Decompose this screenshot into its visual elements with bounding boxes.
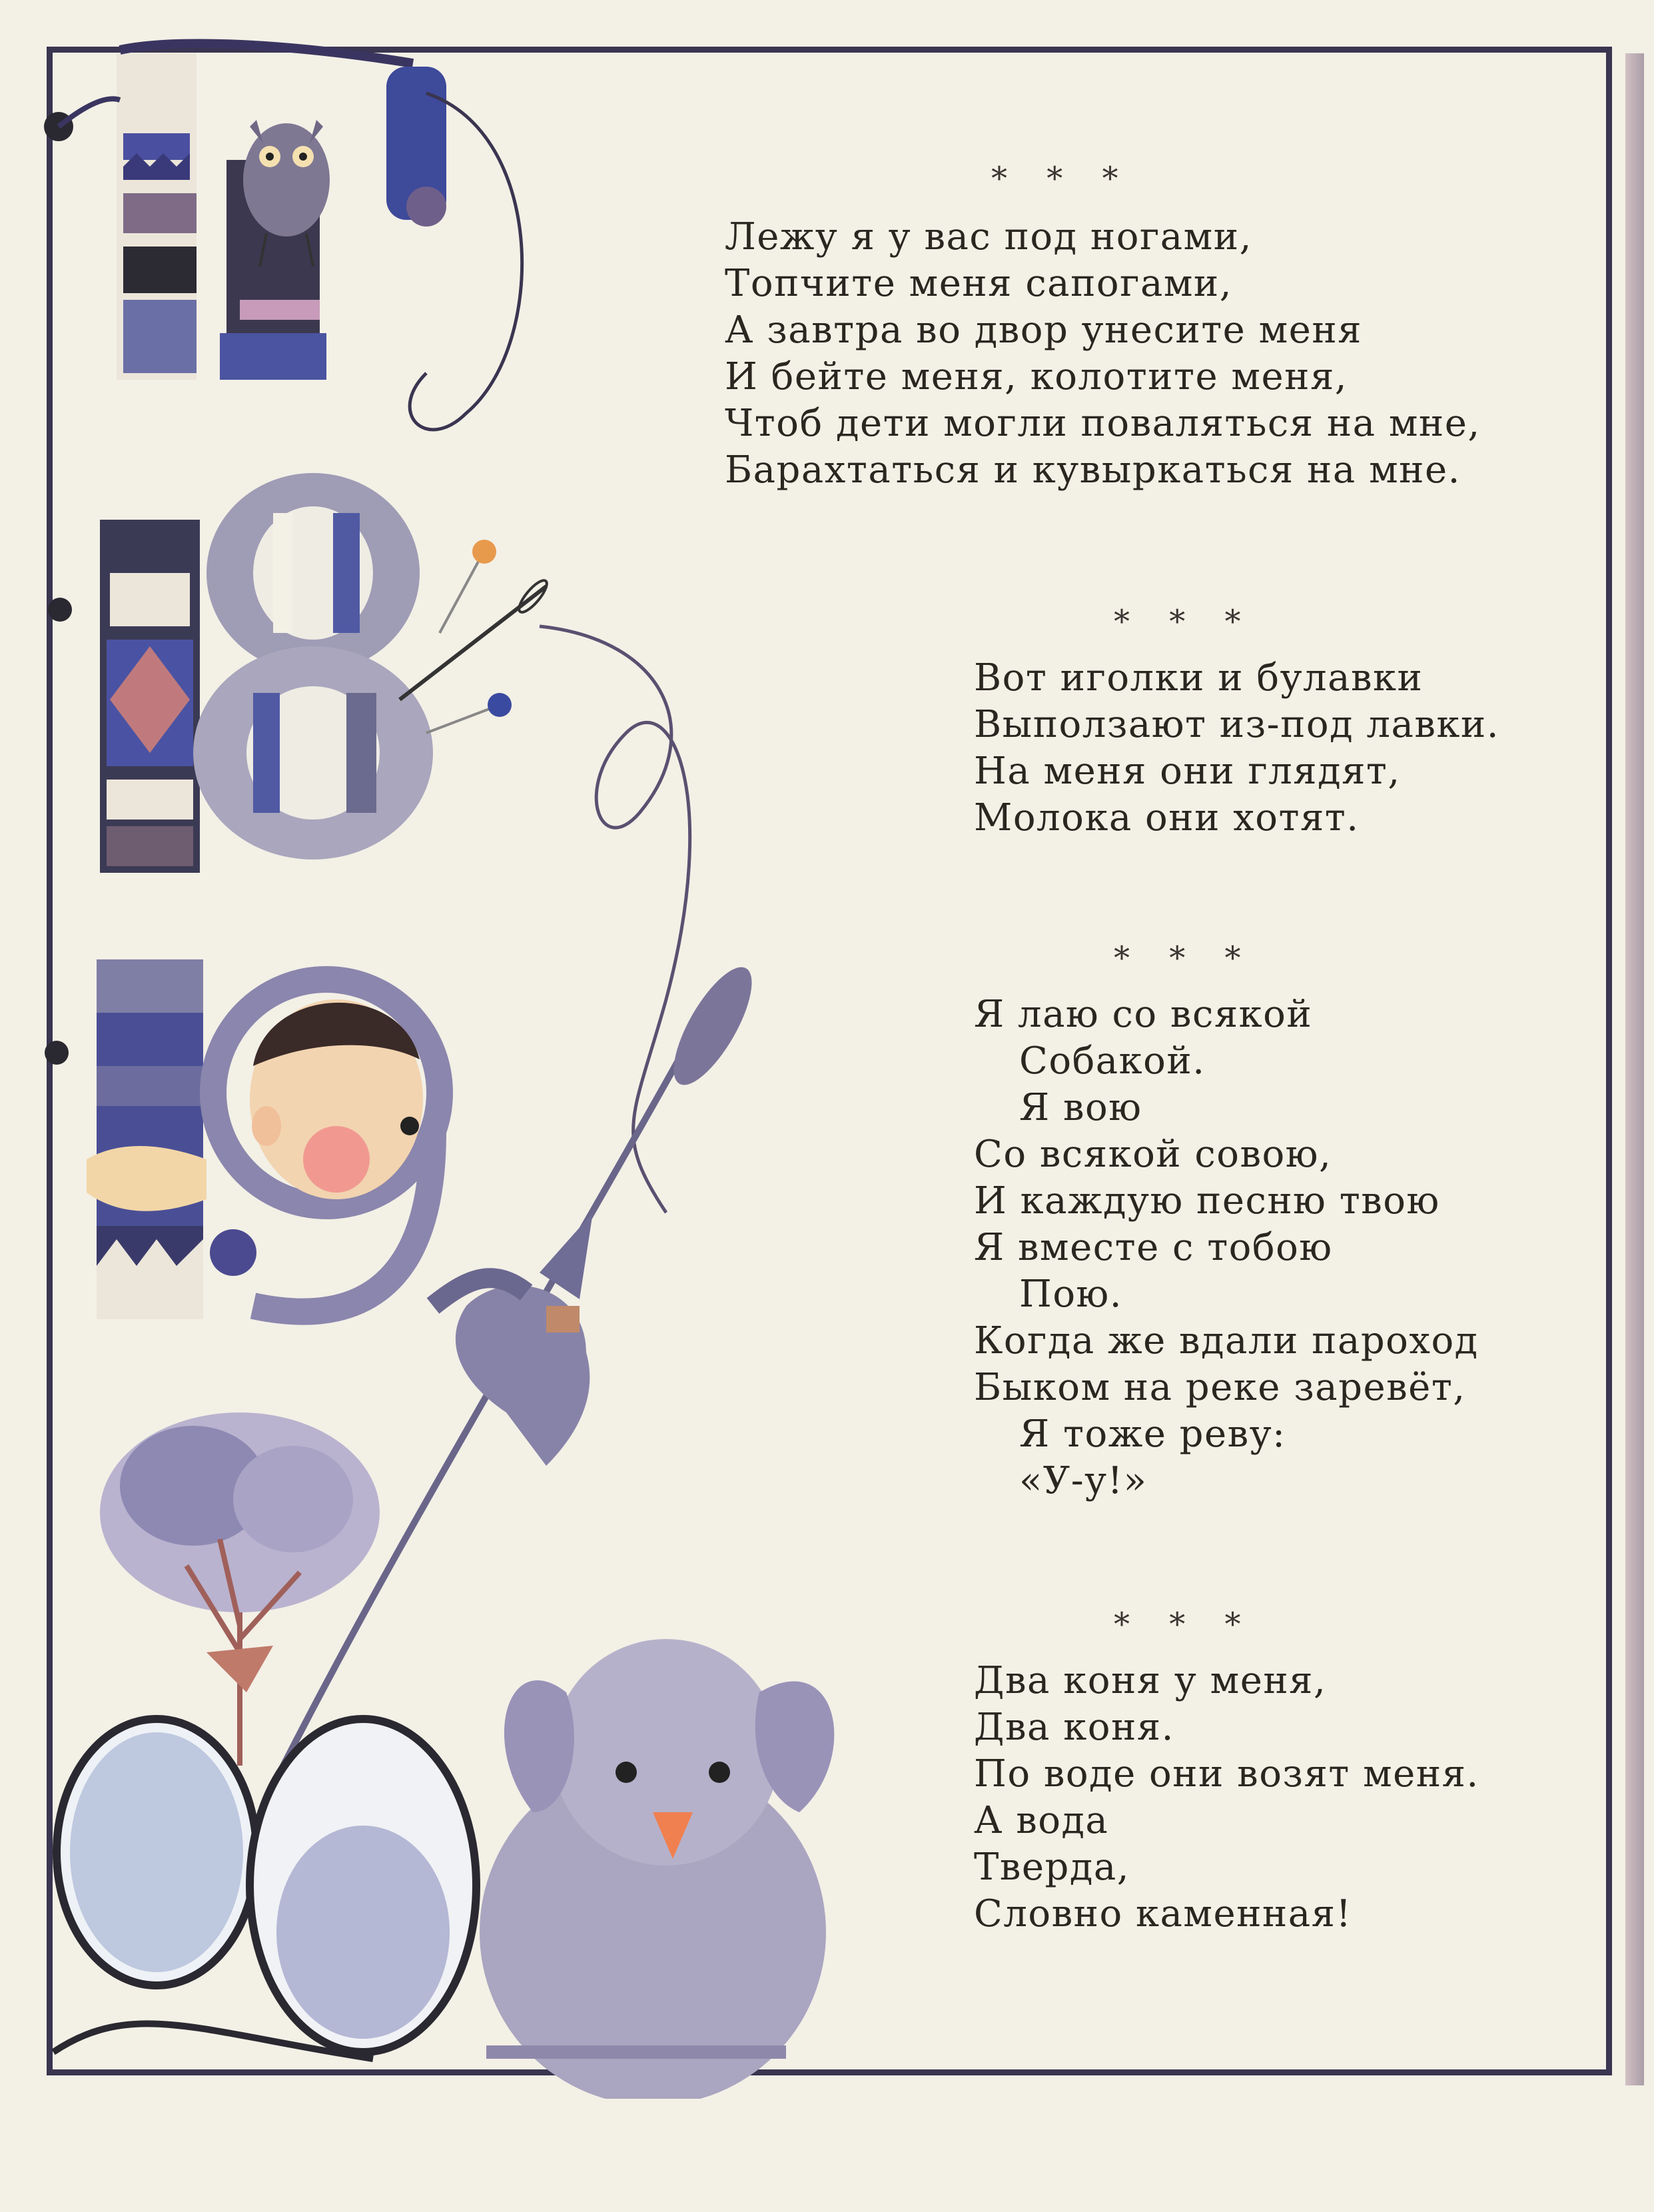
poem-line: «У-у!» [1019, 1459, 1148, 1502]
page-edge-shadow [1625, 53, 1644, 2085]
poem-line: Словно каменная! [974, 1892, 1352, 1936]
poem-line: Два коня у меня, [974, 1659, 1327, 1702]
poem-line: Топчите меня сапогами, [725, 262, 1233, 305]
poem-line: Я вою [1019, 1086, 1142, 1129]
bird-icon [433, 1213, 593, 1466]
poem-line: Чтоб дети могли поваляться на мне, [725, 402, 1481, 445]
poem-4 [974, 1606, 1479, 1937]
poem-line: Лежу я у вас под ногами, [725, 215, 1252, 259]
poem-line: Я лаю со всякой [974, 993, 1313, 1036]
poem-line: Быком на реке заревёт, [974, 1366, 1466, 1409]
poem-line: Вот иголки и булавки [974, 656, 1424, 700]
poem-line: По воде они возят меня. [974, 1752, 1479, 1796]
poem-line: А завтра во двор унесите меня [725, 308, 1362, 352]
poem-separator: * * * [1114, 939, 1256, 977]
poem-line: Тверда, [974, 1846, 1130, 1889]
poem-2 [974, 603, 1499, 841]
ornamental-digit-eight-icon [48, 473, 433, 873]
poem-separator: * * * [1114, 603, 1256, 640]
tree-icon [100, 1412, 380, 1766]
poem-separator: * * * [1114, 1606, 1256, 1643]
poem-separator: * * * [991, 160, 1133, 197]
poem-line: Я вместе с тобою [974, 1226, 1333, 1269]
poem-line: Я тоже реву: [1019, 1412, 1286, 1456]
poem-line: Со всякой совою, [974, 1133, 1332, 1176]
poem-line: Два коня. [974, 1706, 1174, 1749]
poem-line: И каждую песню твою [974, 1179, 1440, 1223]
poem-line: Собакой. [1019, 1039, 1206, 1083]
poem-line: Когда же вдали пароход [974, 1319, 1479, 1363]
ornamental-digit-one-icon [44, 43, 522, 429]
poem-line: А вода [974, 1799, 1109, 1842]
poem-line: Пою. [1019, 1273, 1123, 1316]
puppy-icon [480, 1639, 834, 2099]
poem-1 [725, 160, 1481, 494]
child-face-icon [250, 999, 423, 1199]
poem-line: Барахтаться и кувыркаться на мне. [725, 448, 1461, 492]
poem-line: Молока они хотят. [974, 796, 1360, 839]
poem-line: Выползают из-под лавки. [974, 703, 1500, 746]
poem-line: И бейте меня, колотите меня, [725, 355, 1348, 398]
poem-line: На меня они глядят, [974, 750, 1401, 793]
poem-3 [974, 939, 1479, 1504]
ornamental-digit-zero-icon [53, 1719, 476, 2059]
